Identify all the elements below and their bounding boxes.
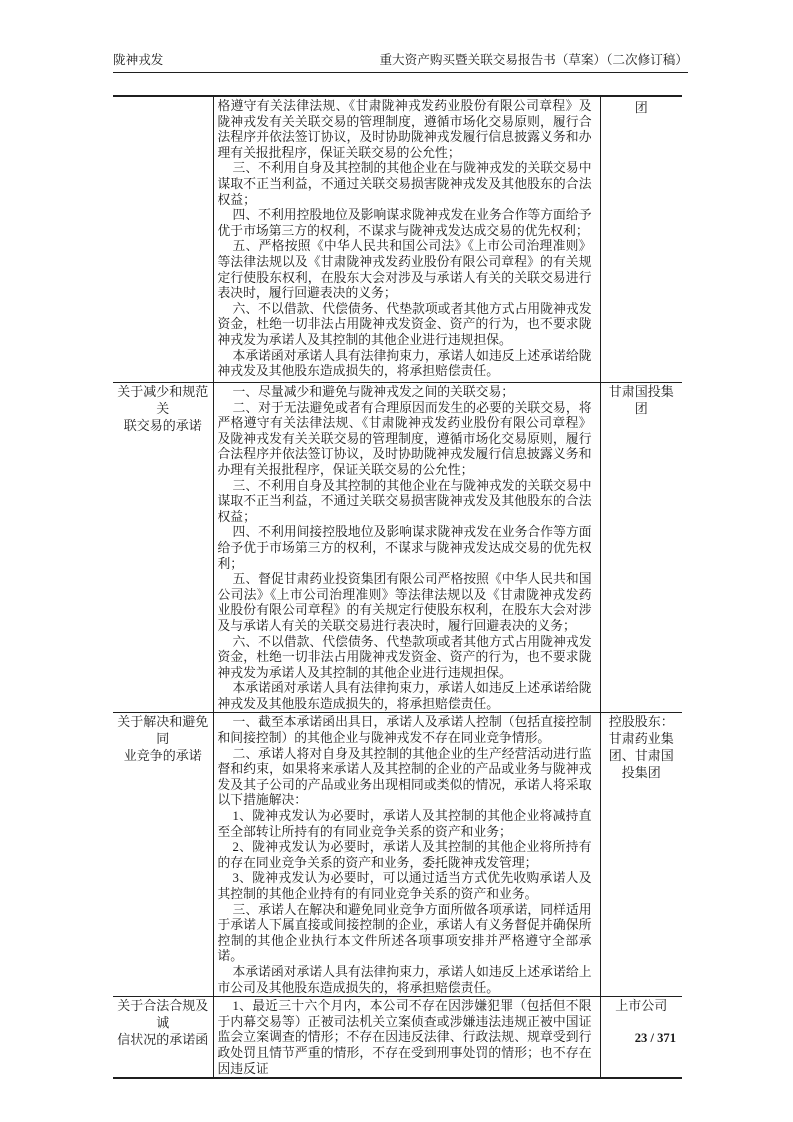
commitment-party-cell xyxy=(600,96,682,383)
text-line: 联交易的承诺 xyxy=(123,418,202,433)
commitments-table xyxy=(113,95,682,1079)
page-number: 23 / 371 xyxy=(634,1031,676,1045)
commitment-text xyxy=(218,99,592,380)
commitment-party xyxy=(603,99,681,116)
paragraph: 四、不利用控股地位及影响谋求陇神戎发在业务合作等方面给予优于市场第三方的权利，不谋求与陇神戎发达成交易的优先权利； xyxy=(217,208,592,238)
commitment-type-cell xyxy=(113,713,213,997)
text-line: 控股股东： xyxy=(608,714,674,730)
text-line: 甘肃药业集 xyxy=(608,731,674,747)
paragraph: 五、督促甘肃药业投资集团有限公司严格按照《中华人民共和国公司法》《上市公司治理准则》等法律法规以及《甘肃陇神戎发药业股份有限公司章程》的有关规定行使股东权利，在股东大会对涉及与承诺人有关的关联交易进行表决时，履行回避表决的义务； xyxy=(217,572,592,633)
commitment-type-label xyxy=(114,713,212,764)
paragraph: 六、不以借款、代偿债务、代垫款项或者其他方式占用陇神戎发资金，杜绝一切非法占用陇神戎发资金、资产的行为，也不要求陇神戎发为承诺人及其控制的其他企业进行违规担保。 xyxy=(217,634,592,680)
commitment-party xyxy=(603,383,681,417)
text-line: 信状况的承诺函 xyxy=(117,1032,209,1048)
commitment-row-related-transactions xyxy=(113,383,682,713)
paragraph: 本承诺函对承诺人具有法律拘束力，承诺人如违反上述承诺给陇神戎发及其他股东造成损失的，将承担赔偿责任。 xyxy=(217,681,592,711)
header-company: 陇神戎发 xyxy=(113,53,164,67)
paragraph: 五、严格按照《中华人民共和国公司法》《上市公司治理准则》等法律法规以及《甘肃陇神戎发药业股份有限公司章程》的有关规定行使股东权利，在股东大会对涉及与承诺人有关的关联交易进行表决时，履行回避表决的义务； xyxy=(217,239,592,301)
text-line: 关于减少和规范关 xyxy=(117,384,209,416)
paragraph: 三、不利用自身及其控制的其他企业在与陇神戎发的关联交易中谋取不正当利益，不通过关联交易损害陇神戎发及其他股东的合法权益； xyxy=(217,161,592,207)
commitment-party-cell xyxy=(600,383,682,713)
commitment-text-cell xyxy=(213,713,600,997)
paragraph: 3、陇神戎发认为必要时，可以通过适当方式优先收购承诺人及其控制的其他企业持有的有同业竞争关系的资产和业务。 xyxy=(217,871,592,901)
commitment-text xyxy=(218,715,592,996)
paragraph: 六、不以借款、代偿债务、代垫款项或者其他方式占用陇神戎发资金，杜绝一切非法占用陇神戎发资金、资产的行为，也不要求陇神戎发为承诺人及其控制的其他企业进行违规担保。 xyxy=(217,301,592,347)
text-line: 关于解决和避免同 xyxy=(117,714,209,747)
paragraph: 2、陇神戎发认为必要时，承诺人及其控制的其他企业将所持有的存在同业竞争关系的资产和业务，委托陇神戎发管理； xyxy=(217,840,592,870)
page-header xyxy=(113,53,688,73)
paragraph: 1、最近三十六个月内，本公司不存在因涉嫌犯罪（包括但不限于内幕交易等）正被司法机关立案侦查或涉嫌违法违规正被中国证监会立案调查的情形；不存在因违反法律、行政法规、规章受到行政处罚且情节严重的情形，不存在受到刑事处罚的情形；也不存在因违反证 xyxy=(217,999,592,1076)
text-line: 甘肃国投集 xyxy=(608,384,674,399)
text-line: 团、甘肃国 xyxy=(608,748,674,764)
page-footer xyxy=(113,1031,676,1046)
commitment-text xyxy=(218,385,592,712)
commitment-row-competition xyxy=(113,713,682,997)
paragraph: 二、对于无法避免或者有合理原因而发生的必要的关联交易，将严格遵守有关法律法规、《甘肃陇神戎发药业股份有限公司章程》及陇神戎发有关关联交易的管理制度，遵循市场化交易原则，履行合法程序并依法签订协议，及时协助陇神戎发履行信息披露义务和办理有关报批程序，保证关联交易的公允性； xyxy=(217,400,592,477)
paragraph: 一、截至本承诺函出具日，承诺人及承诺人控制（包括直接控制和间接控制）的其他企业与陇神戎发不存在同业竞争情形。 xyxy=(217,715,592,746)
text-line: 团 xyxy=(634,100,648,115)
commitment-type-cell xyxy=(113,96,213,383)
commitment-party xyxy=(603,997,681,1014)
commitment-type-label xyxy=(114,383,212,434)
paragraph: 三、承诺人在解决和避免同业竞争方面所做各项承诺，同样适用于承诺人下属直接或间接控制的企业，承诺人有义务督促并确保所控制的其他企业执行本文件所述各项事项安排并严格遵守全部承诺。 xyxy=(217,902,592,964)
paragraph: 二、承诺人将对自身及其控制的其他企业的生产经营活动进行监督和约束，如果将来承诺人及其控制的企业的产品或业务与陇神戎发及其子公司的产品或业务出现相同或类似的情况，承诺人将采取以下措施解决： xyxy=(217,746,592,808)
paragraph: 本承诺函对承诺人具有法律拘束力，承诺人如违反上述承诺给陇神戎发及其他股东造成损失的，将承担赔偿责任。 xyxy=(217,348,592,379)
paragraph: 格遵守有关法律法规、《甘肃陇神戎发药业股份有限公司章程》及陇神戎发有关关联交易的管理制度，遵循市场化交易原则，履行合法程序并依法签订协议，及时协助陇神戎发履行信息披露义务和办理有关报批程序，保证关联交易的公允性； xyxy=(217,99,592,160)
paragraph: 1、陇神戎发认为必要时，承诺人及其控制的其他企业将减持直至全部转让所持有的有同业竞争关系的资产和业务； xyxy=(217,809,592,839)
commitment-type-cell xyxy=(113,383,213,713)
paragraph: 本承诺函对承诺人具有法律拘束力，承诺人如违反上述承诺给上市公司及其他股东造成损失的，将承担赔偿责任。 xyxy=(217,964,592,995)
paragraph: 四、不利用间接控股地位及影响谋求陇神戎发在业务合作等方面给予优于市场第三方的权利，不谋求与陇神戎发达成交易的优先权利； xyxy=(217,525,592,571)
text-line: 上市公司 xyxy=(615,998,668,1014)
commitment-party xyxy=(603,713,681,781)
paragraph: 三、不利用自身及其控制的其他企业在与陇神戎发的关联交易中谋取不正当利益，不通过关联交易损害陇神戎发及其他股东的合法权益； xyxy=(217,478,592,524)
text-line: 投集团 xyxy=(621,765,661,781)
commitment-text-cell xyxy=(213,96,600,383)
text-line: 团 xyxy=(634,401,648,416)
commitment-party-cell xyxy=(600,713,682,997)
text-line: 关于合法合规及诚 xyxy=(117,998,209,1031)
text-line: 业竞争的承诺 xyxy=(123,748,202,764)
header-doc-title: 重大资产购买暨关联交易报告书（草案）（二次修订稿） xyxy=(379,53,688,67)
commitment-row-continuation xyxy=(113,96,682,383)
paragraph: 一、尽量减少和避免与陇神戎发之间的关联交易； xyxy=(232,385,515,399)
commitment-text-cell xyxy=(213,383,600,713)
